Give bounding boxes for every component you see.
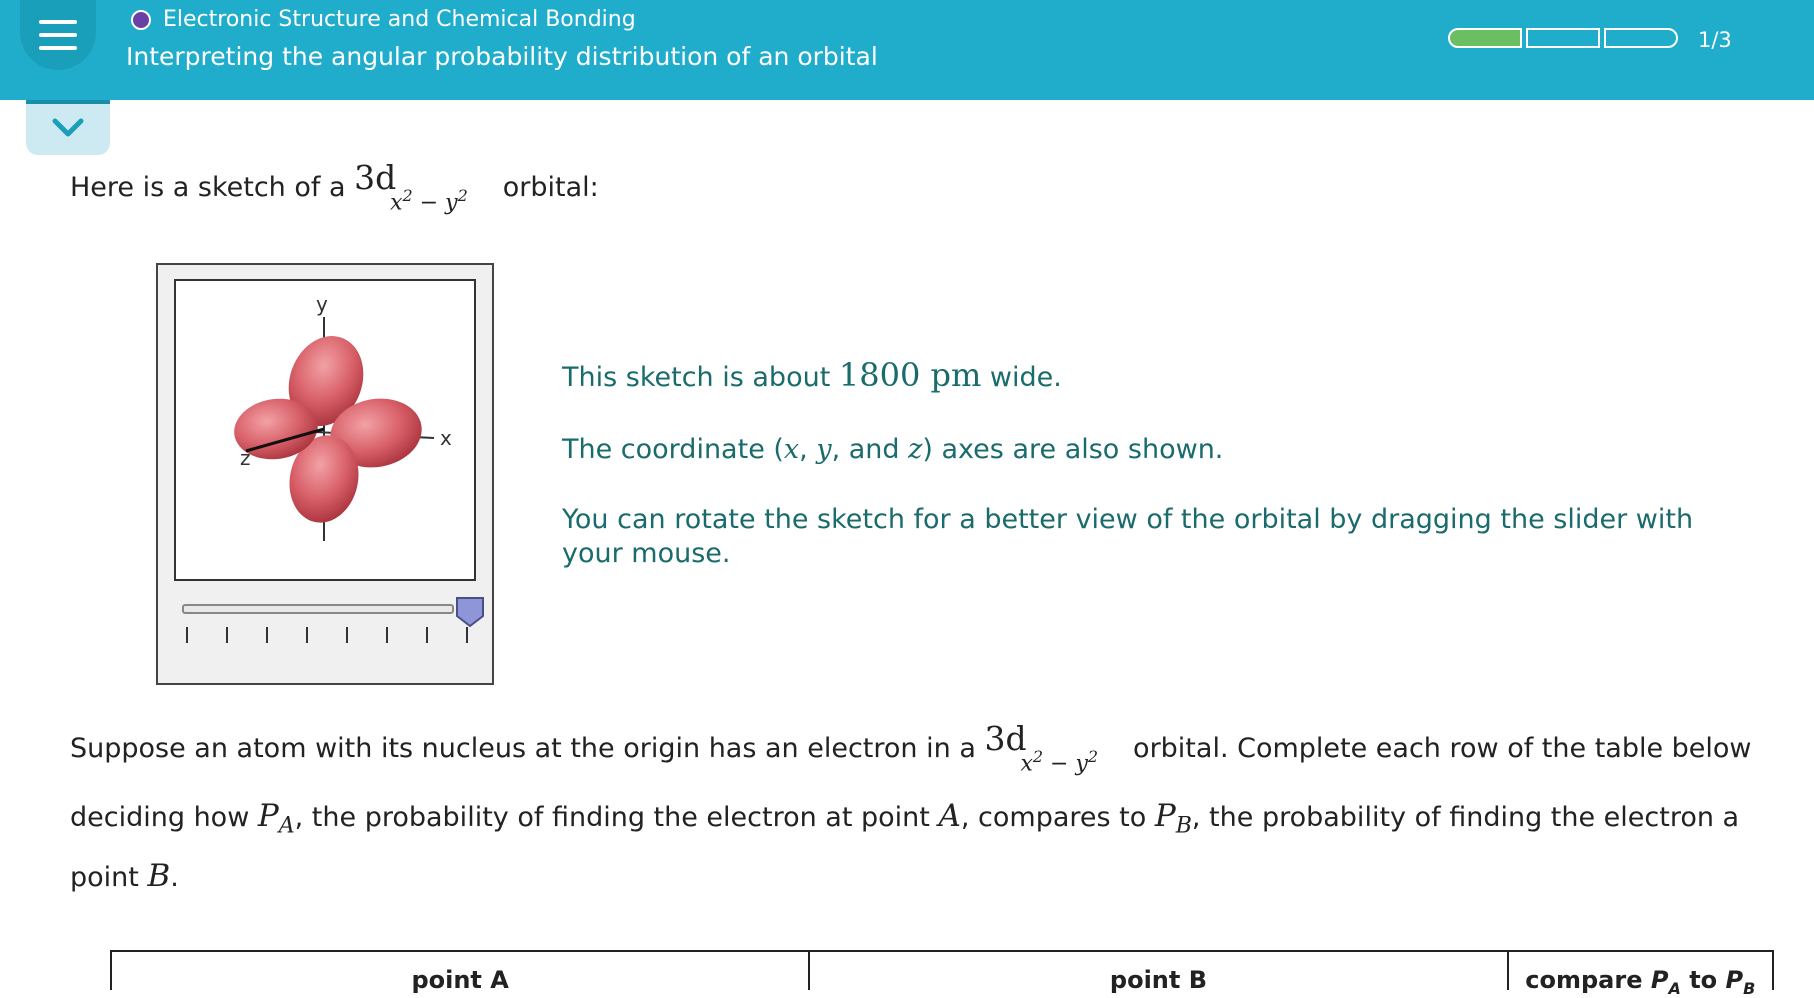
top-bar [0, 0, 1814, 100]
y-axis-label: y [316, 292, 328, 316]
progress-segment [1448, 28, 1522, 48]
orbital-subscript: $x^2 - y^2$ [390, 186, 468, 216]
comparison-table [110, 950, 1774, 998]
orbital-drawing [176, 281, 474, 579]
rotate-instruction: You can rotate the sketch for a better view of the orbital by dragging the slider with [562, 504, 1694, 535]
z-axis-label: z [240, 446, 251, 470]
table-header-point-b: point B [810, 952, 1508, 990]
orbital-label-inline: 3d $x^2 - y^2$ [984, 719, 1099, 777]
orbital-3d-view[interactable] [174, 279, 476, 581]
intro-suffix: orbital: [502, 172, 599, 203]
table-header-point-a: point A [112, 952, 810, 990]
table-header-compare: compare $P_A$ to $P_B$ [1525, 966, 1756, 998]
topic-row [131, 7, 636, 32]
question-line-2: deciding how $P_A$, the probability of finding the electron at point A, compares to $P_B$, the probability of finding the electron a [70, 798, 1740, 839]
topic-label: Electronic Structure and Chemical Bonding [163, 7, 636, 32]
orbital-label [354, 158, 494, 216]
x-axis-label: x [440, 426, 452, 450]
orbital-main: 3d [354, 158, 397, 197]
rotation-slider-track[interactable] [182, 604, 454, 614]
sketch-width-value: 1800 pm [838, 356, 982, 394]
progress-count: 1/3 [1698, 28, 1732, 52]
hamburger-icon [39, 20, 77, 50]
topic-status-icon [131, 10, 151, 30]
menu-button[interactable] [20, 0, 96, 70]
question-line-1: Suppose an atom with its nucleus at the origin has an electron in a 3d $x^2 - y^2$ orbital. Complete each row of the table below [70, 719, 1752, 777]
chevron-down-icon [51, 117, 85, 139]
lesson-title: Interpreting the angular probability distribution of an orbital [126, 42, 878, 71]
axes-note: The coordinate (x, y, and z) axes are also shown. [562, 434, 1224, 465]
rotate-instruction-cont: your mouse. [562, 538, 731, 569]
rotation-slider-thumb[interactable] [455, 596, 485, 628]
slider-ticks [186, 627, 486, 647]
progress-bar [1448, 28, 1678, 48]
progress-segment [1526, 28, 1600, 48]
intro-prefix: Here is a sketch of a [70, 172, 346, 203]
collapse-toggle[interactable] [26, 100, 110, 155]
question-line-3: point B. [70, 858, 179, 894]
orbital-sketch-panel [156, 263, 494, 685]
progress-segment [1604, 28, 1678, 48]
sketch-width-note: This sketch is about 1800 pm wide. [562, 356, 1062, 394]
intro-text [70, 158, 599, 216]
